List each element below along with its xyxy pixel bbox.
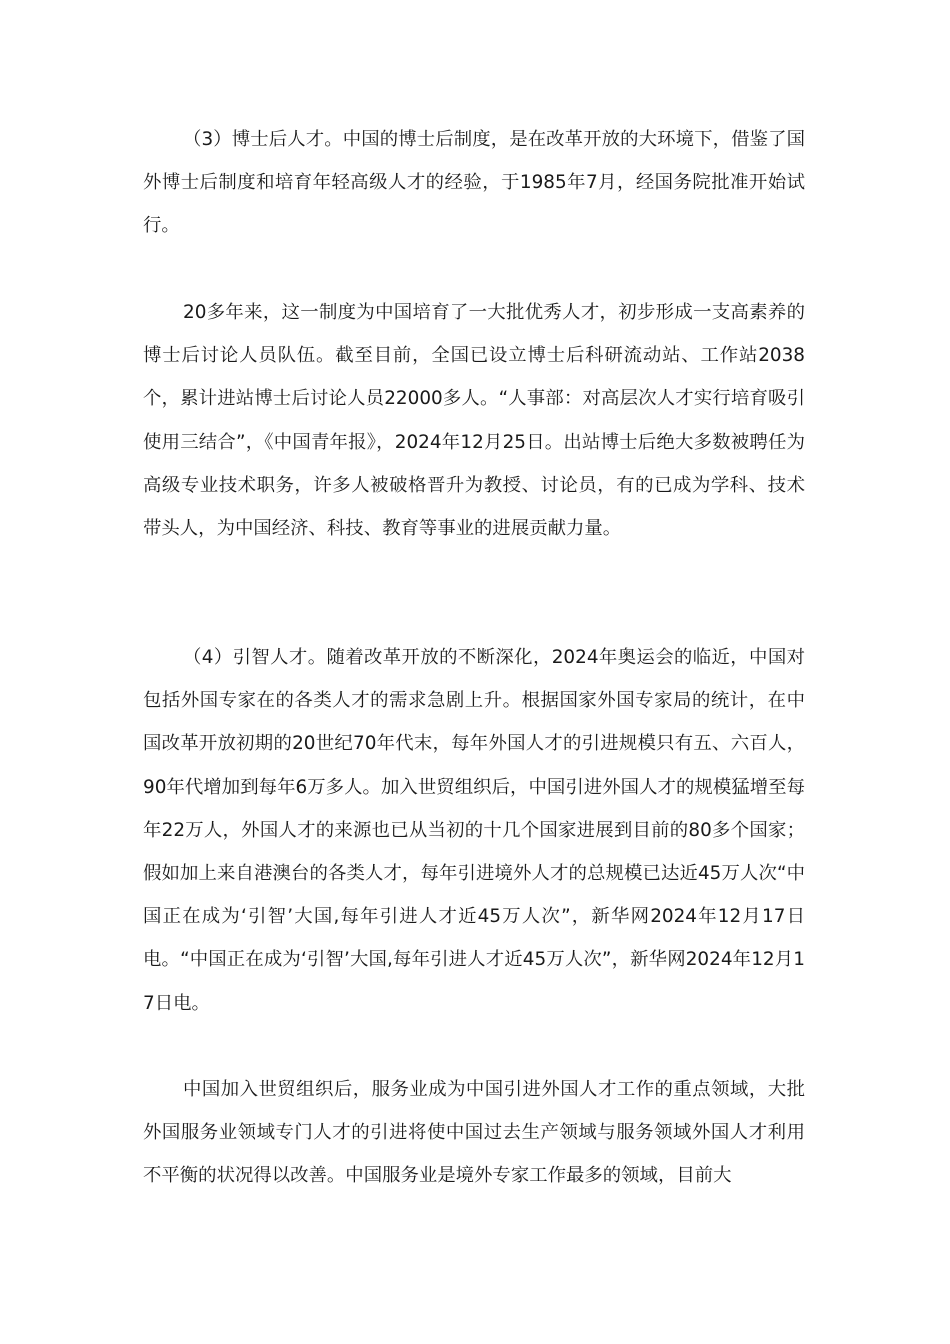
- paragraph-postdoctoral-results: 20多年来，这一制度为中国培育了一大批优秀人才，初步形成一支高素养的博士后讨论人员队伍。截至目前，全国已设立博士后科研流动站、工作站2038个，累计进站博士后讨论人员22000多人。“人事部：对高层次人才实行培育吸引使用三结合”，《中国青年报》，2024年12月25日。出站博士后绝大多数被聘任为高级专业技术职务，许多人被破格晋升为教授、讨论员，有的已成为学科、技术带头人，为中国经济、科技、教育等事业的进展贡献力量。: [143, 302, 805, 540]
- paragraph-foreign-talent: （4）引智人才。随着改革开放的不断深化，2024年奥运会的临近，中国对包括外国专家在的各类人才的需求急剧上升。根据国家外国专家局的统计，在中国改革开放初期的20世纪70年代末，每年外国人才的引进规模只有五、六百人，90年代增加到每年6万多人。加入世贸组织后，中国引进外国人才的规模猛增至每年22万人，外国人才的来源也已从当初的十几个国家进展到目前的80多个国家；假如加上来自港澳台的各类人才，每年引进境外人才的总规模已达近45万人次“中国正在成为‘引智’大国,每年引进人才近45万人次”，新华网2024年12月17日电。“中国正在成为‘引智’大国,每年引进人才近45万人次”，新华网2024年12月17日电。: [143, 647, 805, 1014]
- paragraph-service-industry: 中国加入世贸组织后，服务业成为中国引进外国人才工作的重点领域，大批外国服务业领域专门人才的引进将使中国过去生产领域与服务领域外国人才利用不平衡的状况得以改善。中国服务业是境外专家工作最多的领域，目前大: [143, 1079, 805, 1187]
- paragraph-postdoctoral-talent: （3）博士后人才。中国的博士后制度，是在改革开放的大环境下，借鉴了国外博士后制度和培育年轻高级人才的经验，于1985年7月，经国务院批准开始试行。: [143, 129, 805, 237]
